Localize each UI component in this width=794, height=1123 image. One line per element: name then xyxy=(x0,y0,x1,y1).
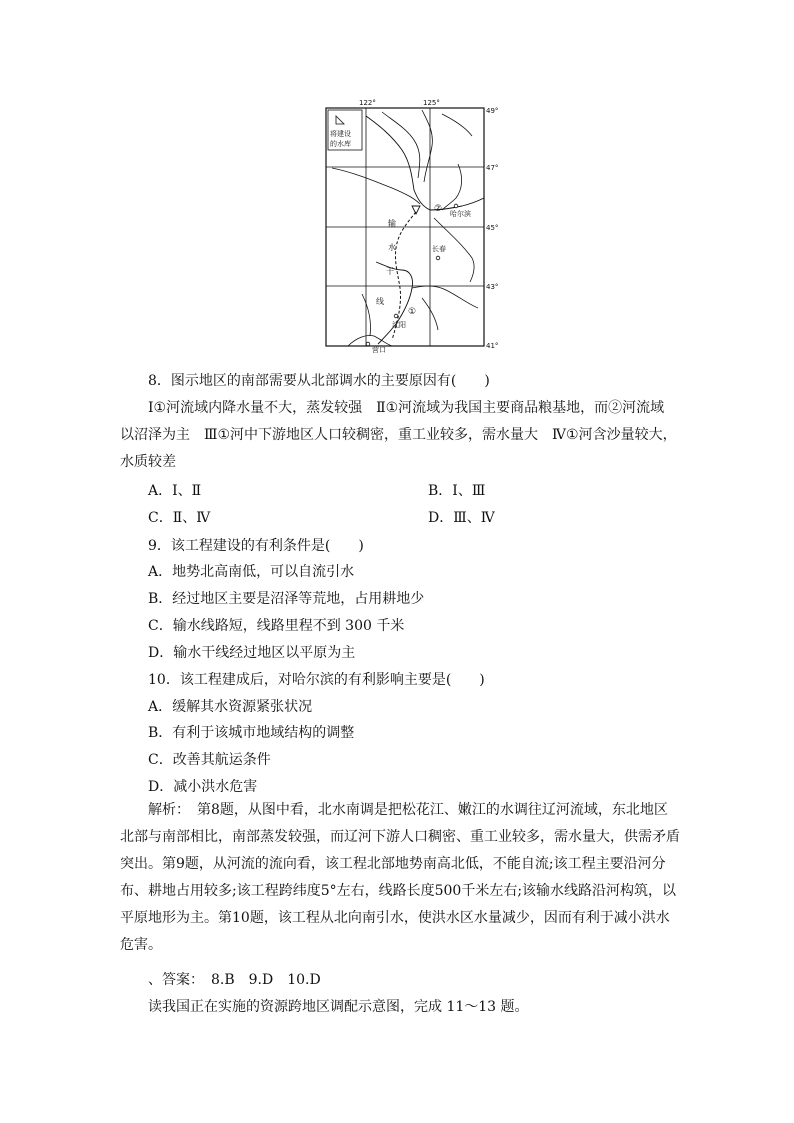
q10-stem: 10．该工程建成后，对哈尔滨的有利影响主要是( ) xyxy=(148,672,485,688)
lon-label-125: 125° xyxy=(423,99,440,107)
q8-option-c: C．Ⅱ、Ⅳ xyxy=(148,510,211,526)
lat-label-47: 47° xyxy=(486,164,499,172)
analysis-text: 解析： 第8题，从图中看，北水南调是把松花江、嫩江的水调往辽河流域，东北地区北部与南部相比，南部蒸发较强，而辽河下游人口稠密、重工业较多，需水量大，供需矛盾突出。第9题，从河流的流向看，该工程北部地势南高北低，不能自流;该工程主要沿河分布、耕地占用较多;该工程跨纬度5°左右，线路长度500千米左右;该输水线路沿河构筑，以平原地形为主。第10题，该工程从北向南引水，使洪水区水量减少，因而有利于减小洪水危害。 xyxy=(120,802,680,953)
q8-option-a: A．Ⅰ、Ⅱ xyxy=(148,483,202,499)
lon-label-122: 122° xyxy=(359,99,376,107)
reservoir-icon xyxy=(412,206,420,214)
city-dot-harbin xyxy=(454,204,458,208)
q9-option-a: A．地势北高南低，可以自流引水 xyxy=(148,564,355,580)
analysis-paragraph xyxy=(120,797,680,959)
city-label-shenyang: 沈阳 xyxy=(392,321,406,329)
q8-stem: 8．图示地区的南部需要从北部调水的主要原因有( ) xyxy=(148,373,490,389)
river-tributary-1 xyxy=(382,112,420,178)
q9-option-d: D．输水干线经过地区以平原为主 xyxy=(148,645,356,661)
q8-statement-line1: Ⅰ①河流域内降水量不大，蒸发较强 Ⅱ①河流域为我国主要商品粮基地，而②河流域 xyxy=(148,400,665,416)
q10-option-c: C．改善其航运条件 xyxy=(148,752,271,768)
reservoir-label-line2: 的水库 xyxy=(330,140,351,148)
canal-char-3: 干 xyxy=(386,267,394,276)
q10-option-a: A．缓解其水资源紧张状况 xyxy=(148,699,313,715)
river-tributary-4 xyxy=(442,114,472,136)
q9-option-b: B．经过地区主要是沼泽等荒地，占用耕地少 xyxy=(148,591,425,607)
canal-char-1: 输 xyxy=(388,219,396,228)
river-tributary-2 xyxy=(422,110,432,182)
canal-char-4: 线 xyxy=(376,297,384,306)
q9-option-c: C．输水线路短，线路里程不到 300 千米 xyxy=(148,618,405,634)
map-svg xyxy=(322,98,504,354)
q8-statement-line2: 以沼泽为主 Ⅲ①河中下游地区人口较稠密，重工业较多，需水量大 Ⅳ①河含沙量较大， xyxy=(120,427,677,443)
city-dot-changchun xyxy=(436,256,440,260)
river-tributary-3 xyxy=(332,168,420,204)
lat-label-41: 41° xyxy=(486,342,499,350)
lat-label-43: 43° xyxy=(486,283,499,291)
reservoir-label-line1: 将建设 xyxy=(330,130,351,138)
lat-label-49: 49° xyxy=(486,107,499,115)
canal-char-2: 水 xyxy=(388,243,396,252)
marker-2: ② xyxy=(434,204,443,214)
map-figure xyxy=(322,98,504,354)
marker-1: ① xyxy=(408,307,417,317)
q10-option-d: D．减小洪水危害 xyxy=(148,779,258,795)
city-label-changchun: 长春 xyxy=(432,245,446,253)
river-tributary-7 xyxy=(412,286,478,308)
q8-option-d: D．Ⅲ、Ⅳ xyxy=(428,510,495,526)
city-label-yingkou: 营口 xyxy=(372,346,386,354)
answer-line: 、答案： 8.B 9.D 10.D xyxy=(148,972,321,988)
q10-option-b: B．有利于该城市地域结构的调整 xyxy=(148,725,355,741)
next-intro: 读我国正在实施的资源跨地区调配示意图，完成 11～13 题。 xyxy=(148,999,529,1015)
river-nenjiang xyxy=(366,116,430,210)
q9-stem: 9．该工程建设的有利条件是( ) xyxy=(148,538,364,554)
river-tributary-5 xyxy=(442,164,462,210)
q8-statement-line3: 水质较差 xyxy=(120,454,176,470)
city-label-harbin: 哈尔滨 xyxy=(450,210,471,218)
city-dot-shenyang xyxy=(394,314,398,318)
lat-label-45: 45° xyxy=(486,224,499,232)
city-dot-yingkou xyxy=(366,342,370,346)
q8-option-b: B．Ⅰ、Ⅲ xyxy=(428,483,486,499)
